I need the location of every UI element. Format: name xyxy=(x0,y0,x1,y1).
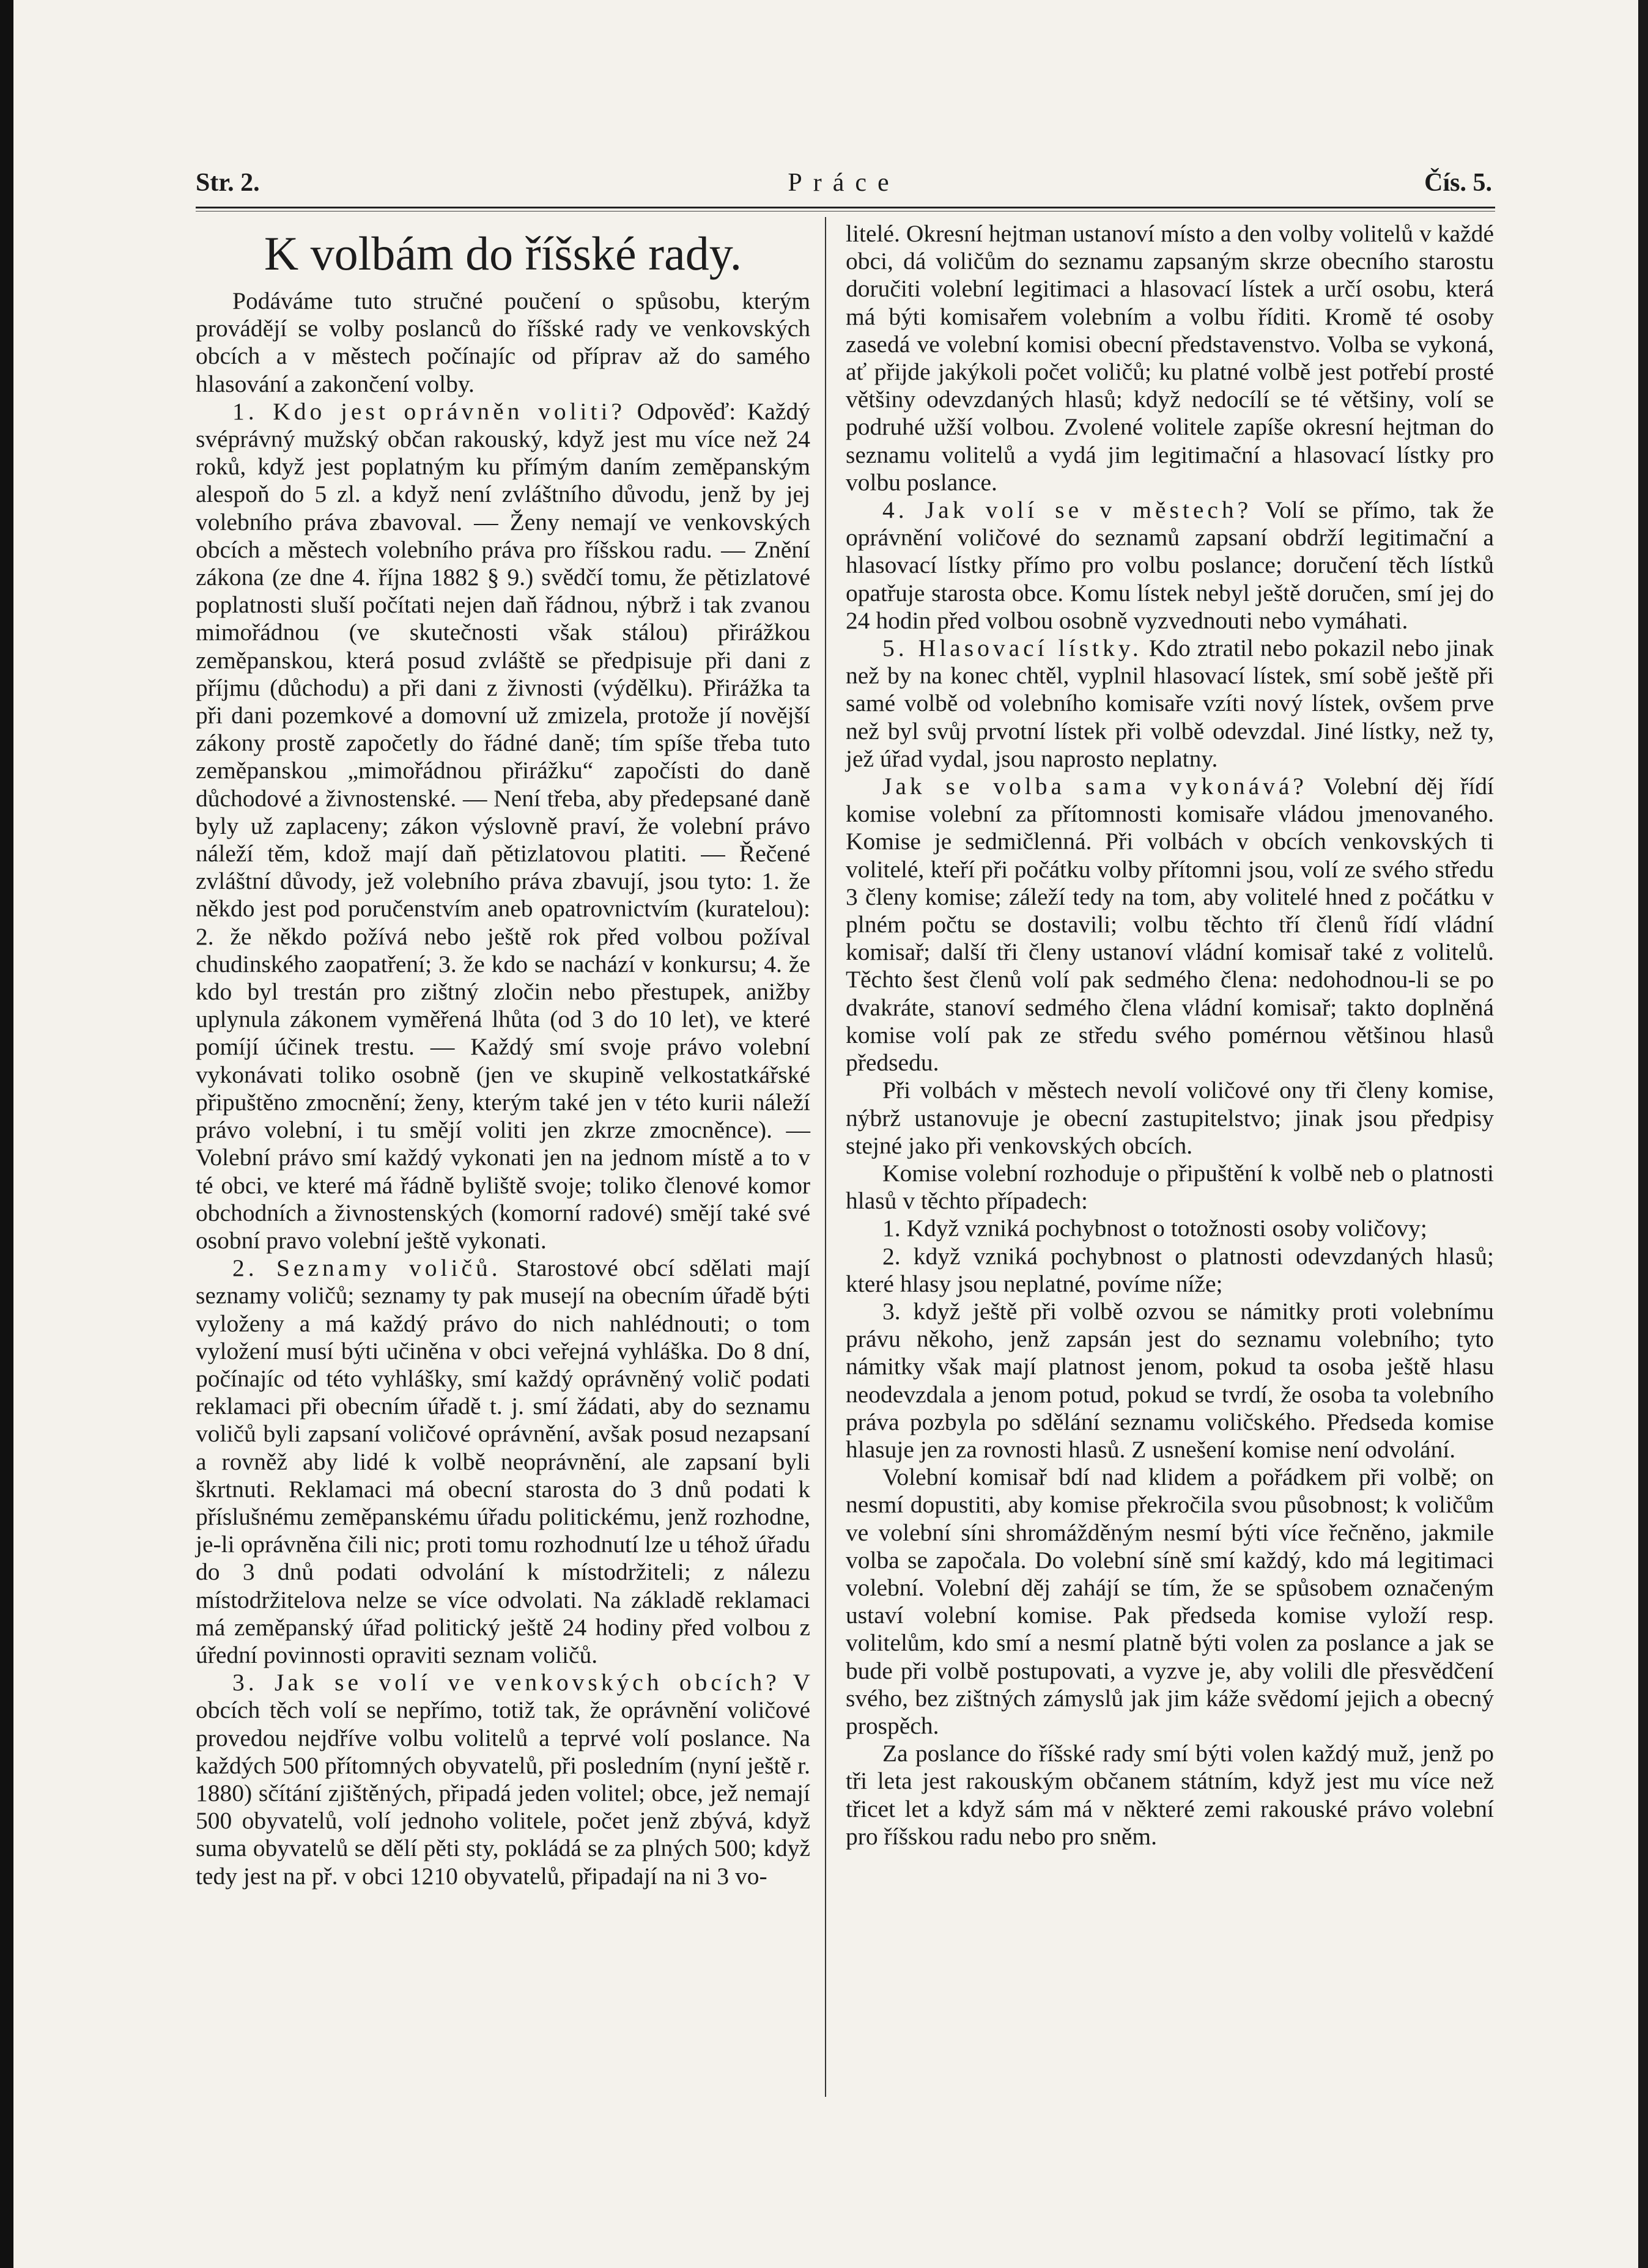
section-6-text: Volební děj řídí komise volební za přítomnosti komisaře vládou jmenovaného. Komise je sedmičlenná. Při volbách v obcích venkovských ti volitelé, kteří při počátku volby přítomni jsou, volí ze svého středu 3 členy komise; záleží tedy na tom, aby volitelé hned z počátku v plném počtu se dostavili; volbu těchto tří členů řídí vládní komisař; další tři členy ustanoví vládní komisař také z volitelů. Těchto šest členů volí pak sedmého člena: nedohodnou-li se po dvakráte, stanoví sedmého člena vládní komisař; takto doplněná komise volí pak ze středu svého pomérnou většinou hlasů předsedu. xyxy=(846,773,1494,1077)
section-4-text: Volí se přímo, tak že oprávnění voličové do seznamů zapsaní obdrží legitimační a hlasovací lístky přímo pro volbu poslance; doručení těch lístků opatřuje starosta obce. Komu lístek nebyl ještě doručen, smí jej do 24 hodin před volbou osobně vyzvednouti nebo vymáhati. xyxy=(846,496,1494,634)
paragraph-cities: Při volbách v městech nevolí voličové ony tři členy komise, nýbrž ustanovuje je obecní zastupitelstvo; jinak jsou předpisy stejné jako při venkovských obcích. xyxy=(846,1077,1494,1159)
page-number: Str. 2. xyxy=(196,169,260,197)
header-rule-thin xyxy=(196,211,1495,212)
article-intro: Podáváme tuto stručné poučení o spůsobu, kterým provádějí se volby poslanců do říšské rady ve venkovských obcích a v městech počínajíc od příprav až do samého hlasování a zakončení volby. xyxy=(196,287,810,397)
section-1-text: Odpověď: Každý svéprávný mužský občan rakouský, když jest mu více než 24 roků, když jest poplatným ku přímým daním zeměpanským alespoň do 5 zl. a když není zvláštního důvodu, jenž by jej volebního práva zbavoval. — Ženy nemají ve venkovských obcích a městech volebního práva pro říšskou radu. — Znění zákona (ze dne 4. října 1882 § 9.) svědčí tomu, že pětizlatové poplatnosti sluší počítati nejen daň řádnou, nýbrž i tak zvanou mimořádnou (ve skutečnosti však stálou) přirážkou zeměpanskou, která posud zvláště se předpisuje při dani z příjmu (důchodu) a při dani z živnosti (výdělku). Přirážka ta při dani pozemkové a domovní už zmizela, protože jí novější zákony prostě započetly do řádné daně; tím spíše třeba tuto zeměpanskou „mimořádnou přirážku“ započísti do daně důchodové a živnostenské. — Není třeba, aby předepsané daně byly už zaplaceny; zákon výslovně praví, že volební právo náleží těm, kdož mají daň pětizlatovou platiti. — Řečené zvláštní důvody, jež volebního práva zbavují, jsou tyto: 1. že někdo jest pod poručenstvím aneb opatrovnictvím (kuratelou): 2. že někdo požívá nebo ještě rok před volbou požíval chudinského zaopatření; 3. že kdo se nachází v konkursu; 4. že kdo byl trestán pro zištný zločin nebo přestupek, anižby uplynula zákonem vyměřená lhůta (od 3 do 10 let), ve které pomíjí účinek trestu. — Každý smí svoje právo volební vykonávati toliko osobně (jen ve skupině velkostatkářské připuštěno zmocnění; ženy, kterým také jen v této kurii náleží právo volební, i tu smějí voliti jen zkrze zmocněnce). — Volební právo smí každý vykonati jen na jednom místě a to v té obci, ve které má řádně byliště svoje; toliko členové komor obchodních a živnostenských (komorní radové) smějí také své osobní pravo volební ještě vykonati. xyxy=(196,397,810,1254)
article-title: K volbám do říšské rady. xyxy=(264,227,742,280)
paragraph-commissar: Volební komisař bdí nad klidem a pořádkem při volbě; on nesmí dopustiti, aby komise překročila svou působnost; k voličům ve volební síni shromážděným nesmí býti více řečněno, jakmile volba se započala. Do volební síně smí každý, kdo má legitimaci volební. Volební děj zahájí se tím, že se spůsobem označeným ustaví volební komise. Pak předseda komise vyloží resp. volitelům, kdo smí a nesmí platně býti volen za poslance a jak se bude při volbě postupovati, a vyzve je, aby volili dle přesvědčení svého, bez zištných zámyslů jak jim káže svědomí jejich a obecný prospěch. xyxy=(846,1464,1494,1739)
section-3 xyxy=(196,1669,810,1890)
section-4 xyxy=(846,496,1494,635)
section-5-text: Kdo ztratil nebo pokazil nebo jinak než by na konec chtěl, vyplnil hlasovací lístek, smí sobě ještě při samé volbě od volebního komisaře vzíti nový lístek, ovšem prve než byl svůj prvotní lístek při volbě odevzdal. Jiné lístky, než ty, jež úřad vydal, jsou naprosto neplatny. xyxy=(846,635,1494,772)
header-rule xyxy=(196,207,1495,208)
section-3-continued: litelé. Okresní hejtman ustanoví místo a den volby volitelů v každé obci, dá voličům do seznamu zapsaným skrze obecního starostu doručiti volební legitimaci a hlasovací lístek a určí osobu, která má býti komisařem volebním a volbu říditi. Kromě té osoby zasedá ve volební komisi obecní představenstvo. Volba se vykoná, ať přijde jakýkoli počet voličů; ku platné volbě jest potřebí prosté většiny odevzdaných hlasů; když nedocílí se té většiny, volí se podruhé užší volbou. Zvolené volitele zapíše okresní hejtman do seznamu volitelů a vydá jim legitimační a hlasovací lístky pro volbu poslance. xyxy=(846,220,1494,496)
case-2: 2. když vzniká pochybnost o platnosti odevzdaných hlasů; které hlasy jsou neplatné, povíme níže; xyxy=(846,1242,1494,1297)
left-column xyxy=(196,220,810,1890)
section-3-text: V obcích těch volí se nepřímo, totiž tak, že oprávnění voličové provedou nejdříve volbu volitelů a teprvé volí poslance. Na každých 500 přítomných obyvatelů, při posledním (nyní ještě r. 1880) sčítání zjištěných, připadá jeden volitel; obce, jež nemají 500 obyvatelů, volí jednoho volitele, počet jenž zbývá, když suma obyvatelů se dělí pěti sty, pokládá se za plných 500; když tedy jest na př. v obci 1210 obyvatelů, připadají na ni 3 vo- xyxy=(196,1669,810,1890)
page-header xyxy=(196,168,1492,205)
section-6 xyxy=(846,773,1494,1077)
issue-number: Čís. 5. xyxy=(1424,169,1492,197)
right-column xyxy=(846,220,1494,1850)
section-5 xyxy=(846,635,1494,773)
case-1: 1. Když vzniká pochybnost o totožnosti osoby voličovy; xyxy=(882,1215,1427,1242)
newspaper-title: Práce xyxy=(788,169,900,197)
section-4-heading: 4. Jak volí se v městech? xyxy=(882,496,1252,524)
section-1-heading: 1. Kdo jest oprávněn voliti? xyxy=(232,397,626,425)
scan-right-edge xyxy=(1638,0,1648,2268)
section-2-heading: 2. Seznamy voličů. xyxy=(232,1254,501,1282)
section-1 xyxy=(196,398,810,1254)
paragraph-validity: Komise volební rozhoduje o připuštění k volbě neb o platnosti hlasů v těchto případech: xyxy=(846,1159,1494,1215)
case-3: 3. když ještě při volbě ozvou se námitky proti volebnímu právu někoho, jenž zapsán jest do seznamu volebního; tyto námitky však mají platnost jenom, pokud ta osoba ještě hlasu neodevzdala a jenom potud, pokud se tvrdí, že osoba ta volebního práva pozbyla po sdělání seznamu voličského. Předseda komise hlasuje jen za rovnosti hlasů. Z usnešení komise není odvolání. xyxy=(846,1297,1494,1463)
section-6-heading: Jak se volba sama vykonává? xyxy=(882,773,1307,800)
section-5-heading: 5. Hlasovací lístky. xyxy=(882,635,1142,662)
section-2 xyxy=(196,1254,810,1669)
section-3-heading: 3. Jak se volí ve venkovských obcích? xyxy=(232,1669,780,1696)
column-divider xyxy=(825,217,826,2097)
scan-left-edge xyxy=(0,0,13,2268)
paragraph-eligibility: Za poslance do říšské rady smí býti volen každý muž, jenž po tři leta jest rakouským občanem státním, když jest mu více než třicet let a když sám má v některé zemi rakouské právo volební pro říšskou radu nebo pro sněm. xyxy=(846,1740,1494,1850)
section-2-text: Starostové obcí sdělati mají seznamy voličů; seznamy ty pak musejí na obecním úřadě býti vyloženy a má každý právo do nich nahlédnouti; o tom vyložení musí býti učiněna v obci veřejná vyhláška. Do 8 dní, počínajíc od této vyhlášky, smí každý oprávněný volič podati reklamaci při obecním úřadě t. j. smí žádati, aby do seznamu voličů byli zapsaní voličové oprávnění, avšak posud nezapsaní a rovněž aby lidé k volbě neoprávnění, ale zapsaní byli škrtnuti. Reklamaci má obecní starosta do 3 dnů podati k příslušnému zeměpanskému úřadu politickému, jenž rozhodne, je-li oprávněna čili nic; proti tomu rozhodnutí lze u téhož úřadu do 3 dnů podati odvolání k místodržiteli; z nálezu místodržitelova nelze se více odvolati. Na základě reklamaci má zeměpanský úřad politický ještě 24 hodiny před volbou z úřední povinnosti opraviti seznam voličů. xyxy=(196,1254,811,1668)
